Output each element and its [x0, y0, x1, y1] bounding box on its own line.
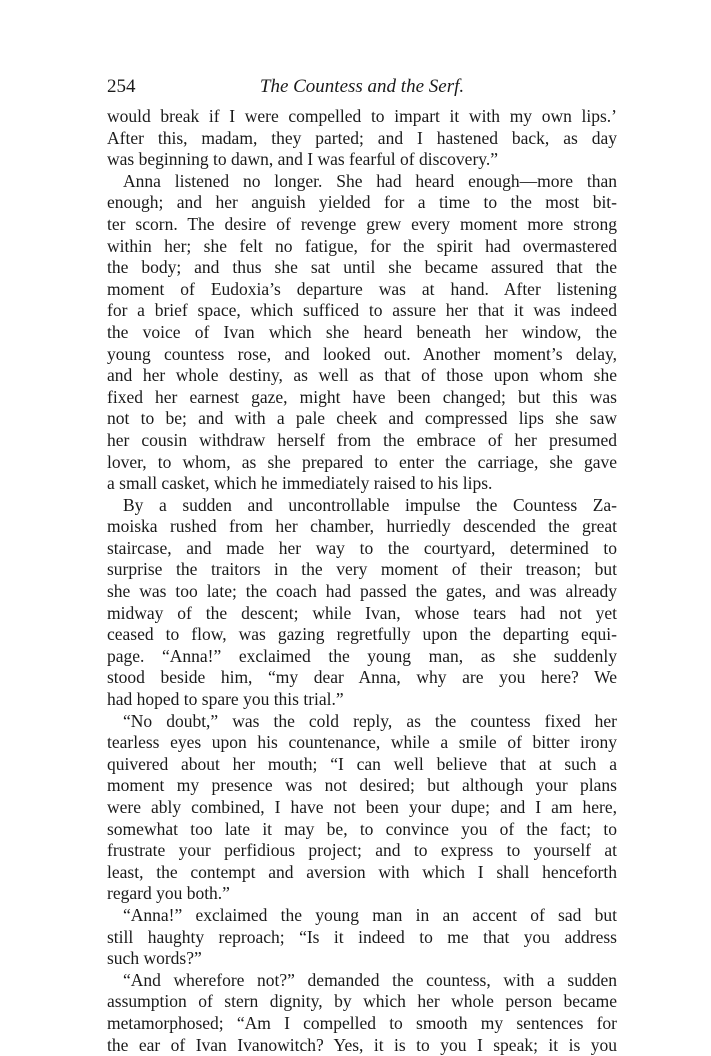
text-line: her cousin withdraw herself from the embrace of her presumed: [107, 429, 617, 450]
text-line: she was too late; the coach had passed the gates, and was already: [107, 581, 617, 602]
text-line: lover, to whom, as she prepared to enter the carriage, she gave: [107, 451, 617, 472]
text-line: After this, madam, they parted; and I hastened back, as day: [107, 127, 617, 148]
text-line: least, the contempt and aversion with which I shall henceforth: [107, 861, 617, 882]
text-line: “No doubt,” was the cold reply, as the countess fixed her: [123, 710, 617, 731]
text-line: enough; and her anguish yielded for a time to the most bit-: [107, 192, 617, 213]
text-line: assumption of stern dignity, by which her whole person became: [107, 991, 617, 1012]
paragraph: [107, 711, 617, 905]
text-line: young countess rose, and looked out. Another moment’s delay,: [107, 343, 617, 364]
book-page: [107, 76, 617, 1056]
text-line: moment my presence was not desired; but although your plans: [107, 775, 617, 796]
text-line: By a sudden and uncontrollable impulse the Countess Za-: [123, 494, 617, 515]
text-line: moiska rushed from her chamber, hurriedly descended the great: [107, 516, 617, 537]
text-line: a small casket, which he immediately raised to his lips.: [107, 473, 493, 494]
paragraph: [107, 106, 617, 171]
paragraph: [107, 495, 617, 711]
paragraph: [107, 171, 617, 495]
running-title: The Countess and the Serf.: [259, 76, 465, 97]
text-line: Anna listened no longer. She had heard enough—more than: [123, 170, 617, 191]
text-line: had hoped to spare you this trial.”: [107, 689, 344, 710]
text-line: would break if I were compelled to impart it with my own lips.’: [107, 106, 617, 126]
text-line: metamorphosed; “Am I compelled to smooth my sentences for: [107, 1012, 617, 1033]
text-line: the ear of Ivan Ivanowitch? Yes, it is to you I speak; it is you: [107, 1034, 617, 1055]
text-line: page. “Anna!” exclaimed the young man, as she suddenly: [107, 645, 617, 666]
text-line: still haughty reproach; “Is it indeed to me that you address: [107, 926, 617, 947]
text-line: moment of Eudoxia’s departure was at hand. After listening: [107, 278, 617, 299]
text-line: “Anna!” exclaimed the young man in an accent of sad but: [123, 904, 617, 925]
text-line: the voice of Ivan which she heard beneath her window, the: [107, 321, 617, 342]
text-line: stood beside him, “my dear Anna, why are you here? We: [107, 667, 617, 688]
text-line: midway of the descent; while Ivan, whose tears had not yet: [107, 602, 617, 623]
text-line: were ably combined, I have not been your dupe; and I am here,: [107, 797, 617, 817]
paragraph: [107, 970, 617, 1056]
text-line: such words?”: [107, 948, 202, 969]
text-line: quivered about her mouth; “I can well believe that at such a: [107, 753, 617, 774]
text-line: was beginning to dawn, and I was fearful of discovery.”: [107, 149, 499, 170]
text-line: not to be; and with a pale cheek and compressed lips she saw: [107, 408, 617, 429]
text-line: within her; she felt no fatigue, for the spirit had overmastered: [107, 235, 617, 256]
page-header: [107, 76, 617, 106]
text-line: ceased to flow, was gazing regretfully upon the departing equi-: [107, 624, 617, 645]
text-line: frustrate your perfidious project; and to express to yourself at: [107, 840, 617, 861]
text-line: staircase, and made her way to the courtyard, determined to: [107, 537, 617, 558]
text-line: ter scorn. The desire of revenge grew every moment more strong: [107, 213, 617, 234]
text-line: the body; and thus she sat until she became assured that the: [107, 257, 617, 278]
text-line: regard you both.”: [107, 883, 230, 904]
text-line: “And wherefore not?” demanded the countess, with a sudden: [123, 969, 617, 990]
text-line: somewhat too late it may be, to convince you of the fact; to: [107, 818, 617, 839]
body-text: [107, 106, 617, 1056]
text-line: tearless eyes upon his countenance, while a smile of bitter irony: [107, 732, 617, 753]
paragraph: [107, 905, 617, 970]
text-line: fixed her earnest gaze, might have been changed; but this was: [107, 386, 617, 407]
text-line: for a brief space, which sufficed to assure her that it was indeed: [107, 300, 617, 321]
text-line: and her whole destiny, as well as that of those upon whom she: [107, 365, 617, 386]
text-line: surprise the traitors in the very moment of their treason; but: [107, 559, 617, 580]
page-number: 254: [107, 76, 136, 97]
